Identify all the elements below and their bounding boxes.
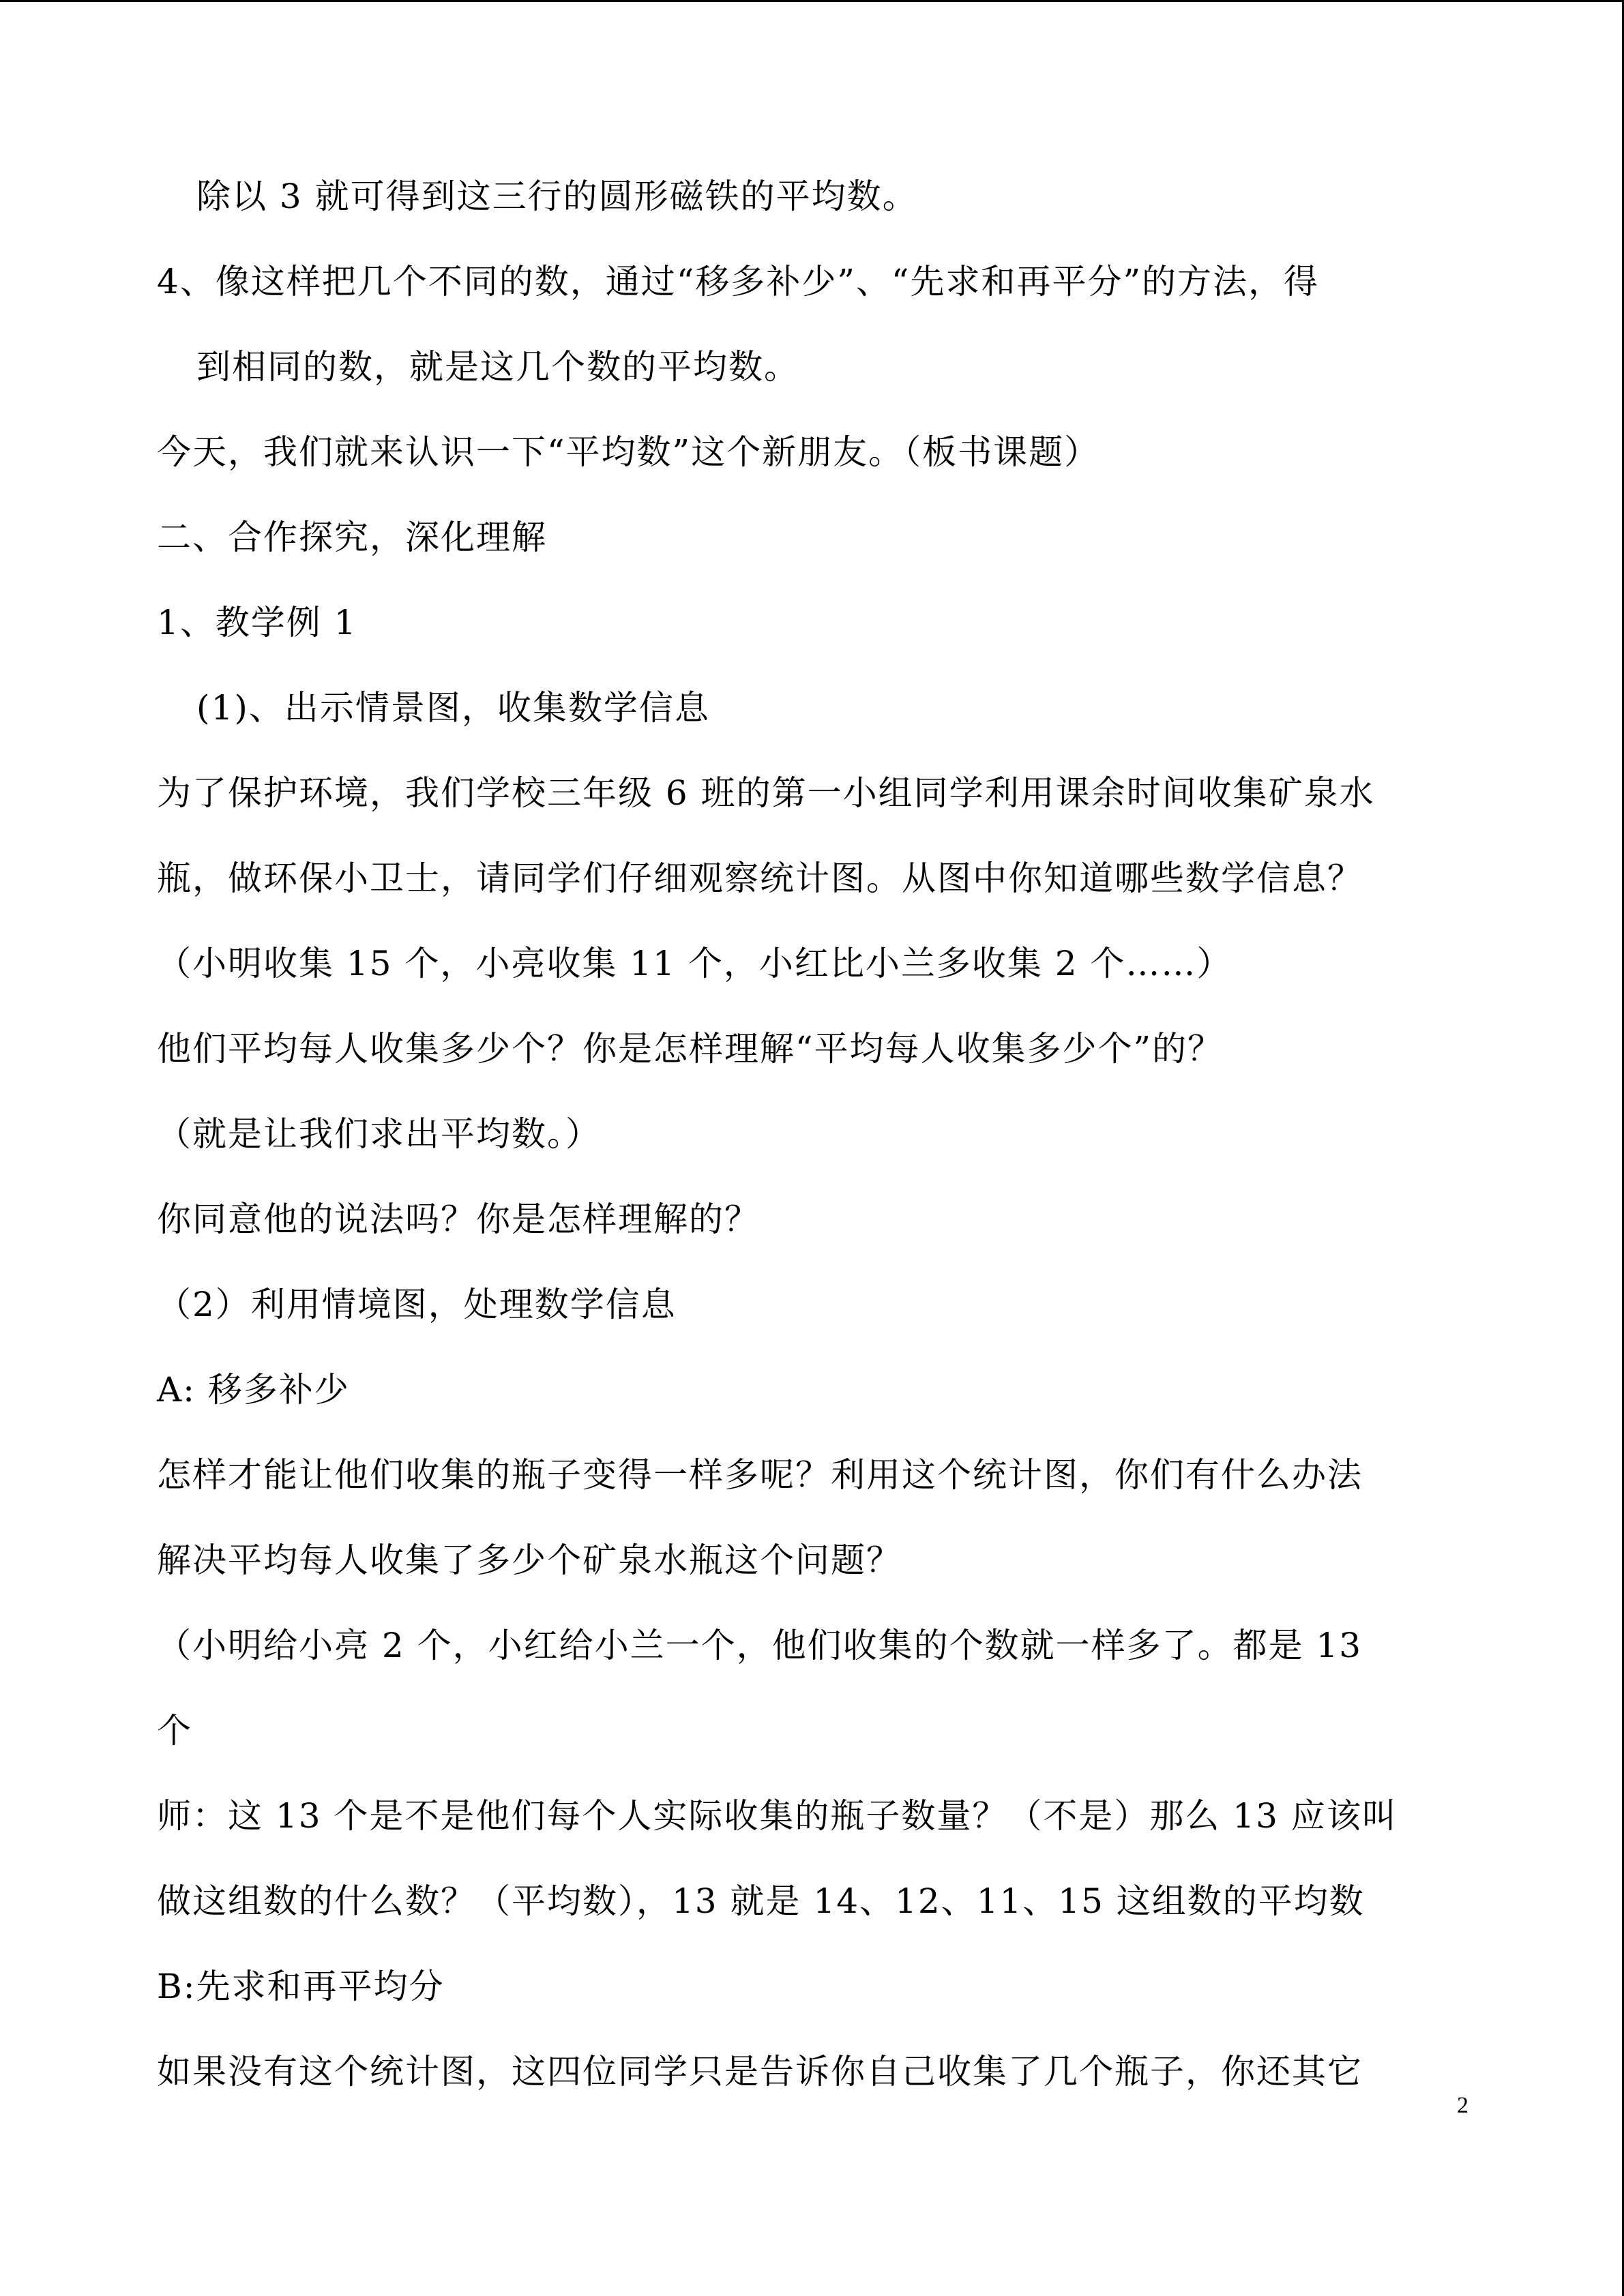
section-heading: 二、合作探究，深化理解	[157, 518, 547, 557]
text-line-2: 4、像这样把几个不同的数，通过“移多补少”、“先求和再平分”的方法，得	[157, 262, 1320, 301]
page-number: 2	[1457, 2093, 1468, 2118]
text-line-8: 为了保护环境，我们学校三年级 6 班的第一小组同学利用课余时间收集矿泉水	[157, 773, 1375, 813]
text-line-11: 他们平均每人收集多少个？你是怎样理解“平均每人收集多少个”的？	[157, 1029, 1224, 1069]
text-line-19: 个	[157, 1711, 192, 1750]
text-line-18: （小明给小亮 2 个，小红给小兰一个，他们收集的个数就一样多了。都是 13	[157, 1626, 1363, 1665]
text-line-1: 除以 3 就可得到这三行的圆形磁铁的平均数。	[196, 177, 918, 216]
text-line-21: 做这组数的什么数？（平均数），13 就是 14、12、11、15 这组数的平均数	[157, 1881, 1365, 1921]
document-body	[157, 0, 1466, 2182]
text-line-13: 你同意他的说法吗？你是怎样理解的？	[157, 1199, 760, 1239]
text-line-20: 师：这 13 个是不是他们每个人实际收集的瓶子数量？（不是）那么 13 应该叫	[157, 1796, 1398, 1836]
text-line-7: (1)、出示情景图，收集数学信息	[196, 688, 710, 728]
text-line-10: （小明收集 15 个，小亮收集 11 个，小红比小兰多收集 2 个……）	[157, 944, 1232, 983]
text-line-23: 如果没有这个统计图，这四位同学只是告诉你自己收集了几个瓶子，你还其它	[157, 2052, 1363, 2091]
text-line-4: 今天，我们就来认识一下“平均数”这个新朋友。（板书课题）	[157, 432, 1100, 472]
subsection-heading: 1、教学例 1	[157, 603, 357, 642]
text-line-9: 瓶，做环保小卫士，请同学们仔细观察统计图。从图中你知道哪些数学信息？	[157, 859, 1363, 898]
text-line-3: 到相同的数，就是这几个数的平均数。	[196, 347, 799, 387]
text-line-14: （2）利用情境图，处理数学信息	[157, 1285, 677, 1324]
text-line-17: 解决平均每人收集了多少个矿泉水瓶这个问题？	[157, 1540, 902, 1580]
text-line-22: B:先求和再平均分	[157, 1967, 445, 2006]
text-line-16: 怎样才能让他们收集的瓶子变得一样多呢？利用这个统计图，你们有什么办法	[157, 1455, 1363, 1495]
text-line-12: （就是让我们求出平均数。）	[157, 1114, 601, 1154]
text-line-15: A: 移多补少	[157, 1370, 350, 1410]
